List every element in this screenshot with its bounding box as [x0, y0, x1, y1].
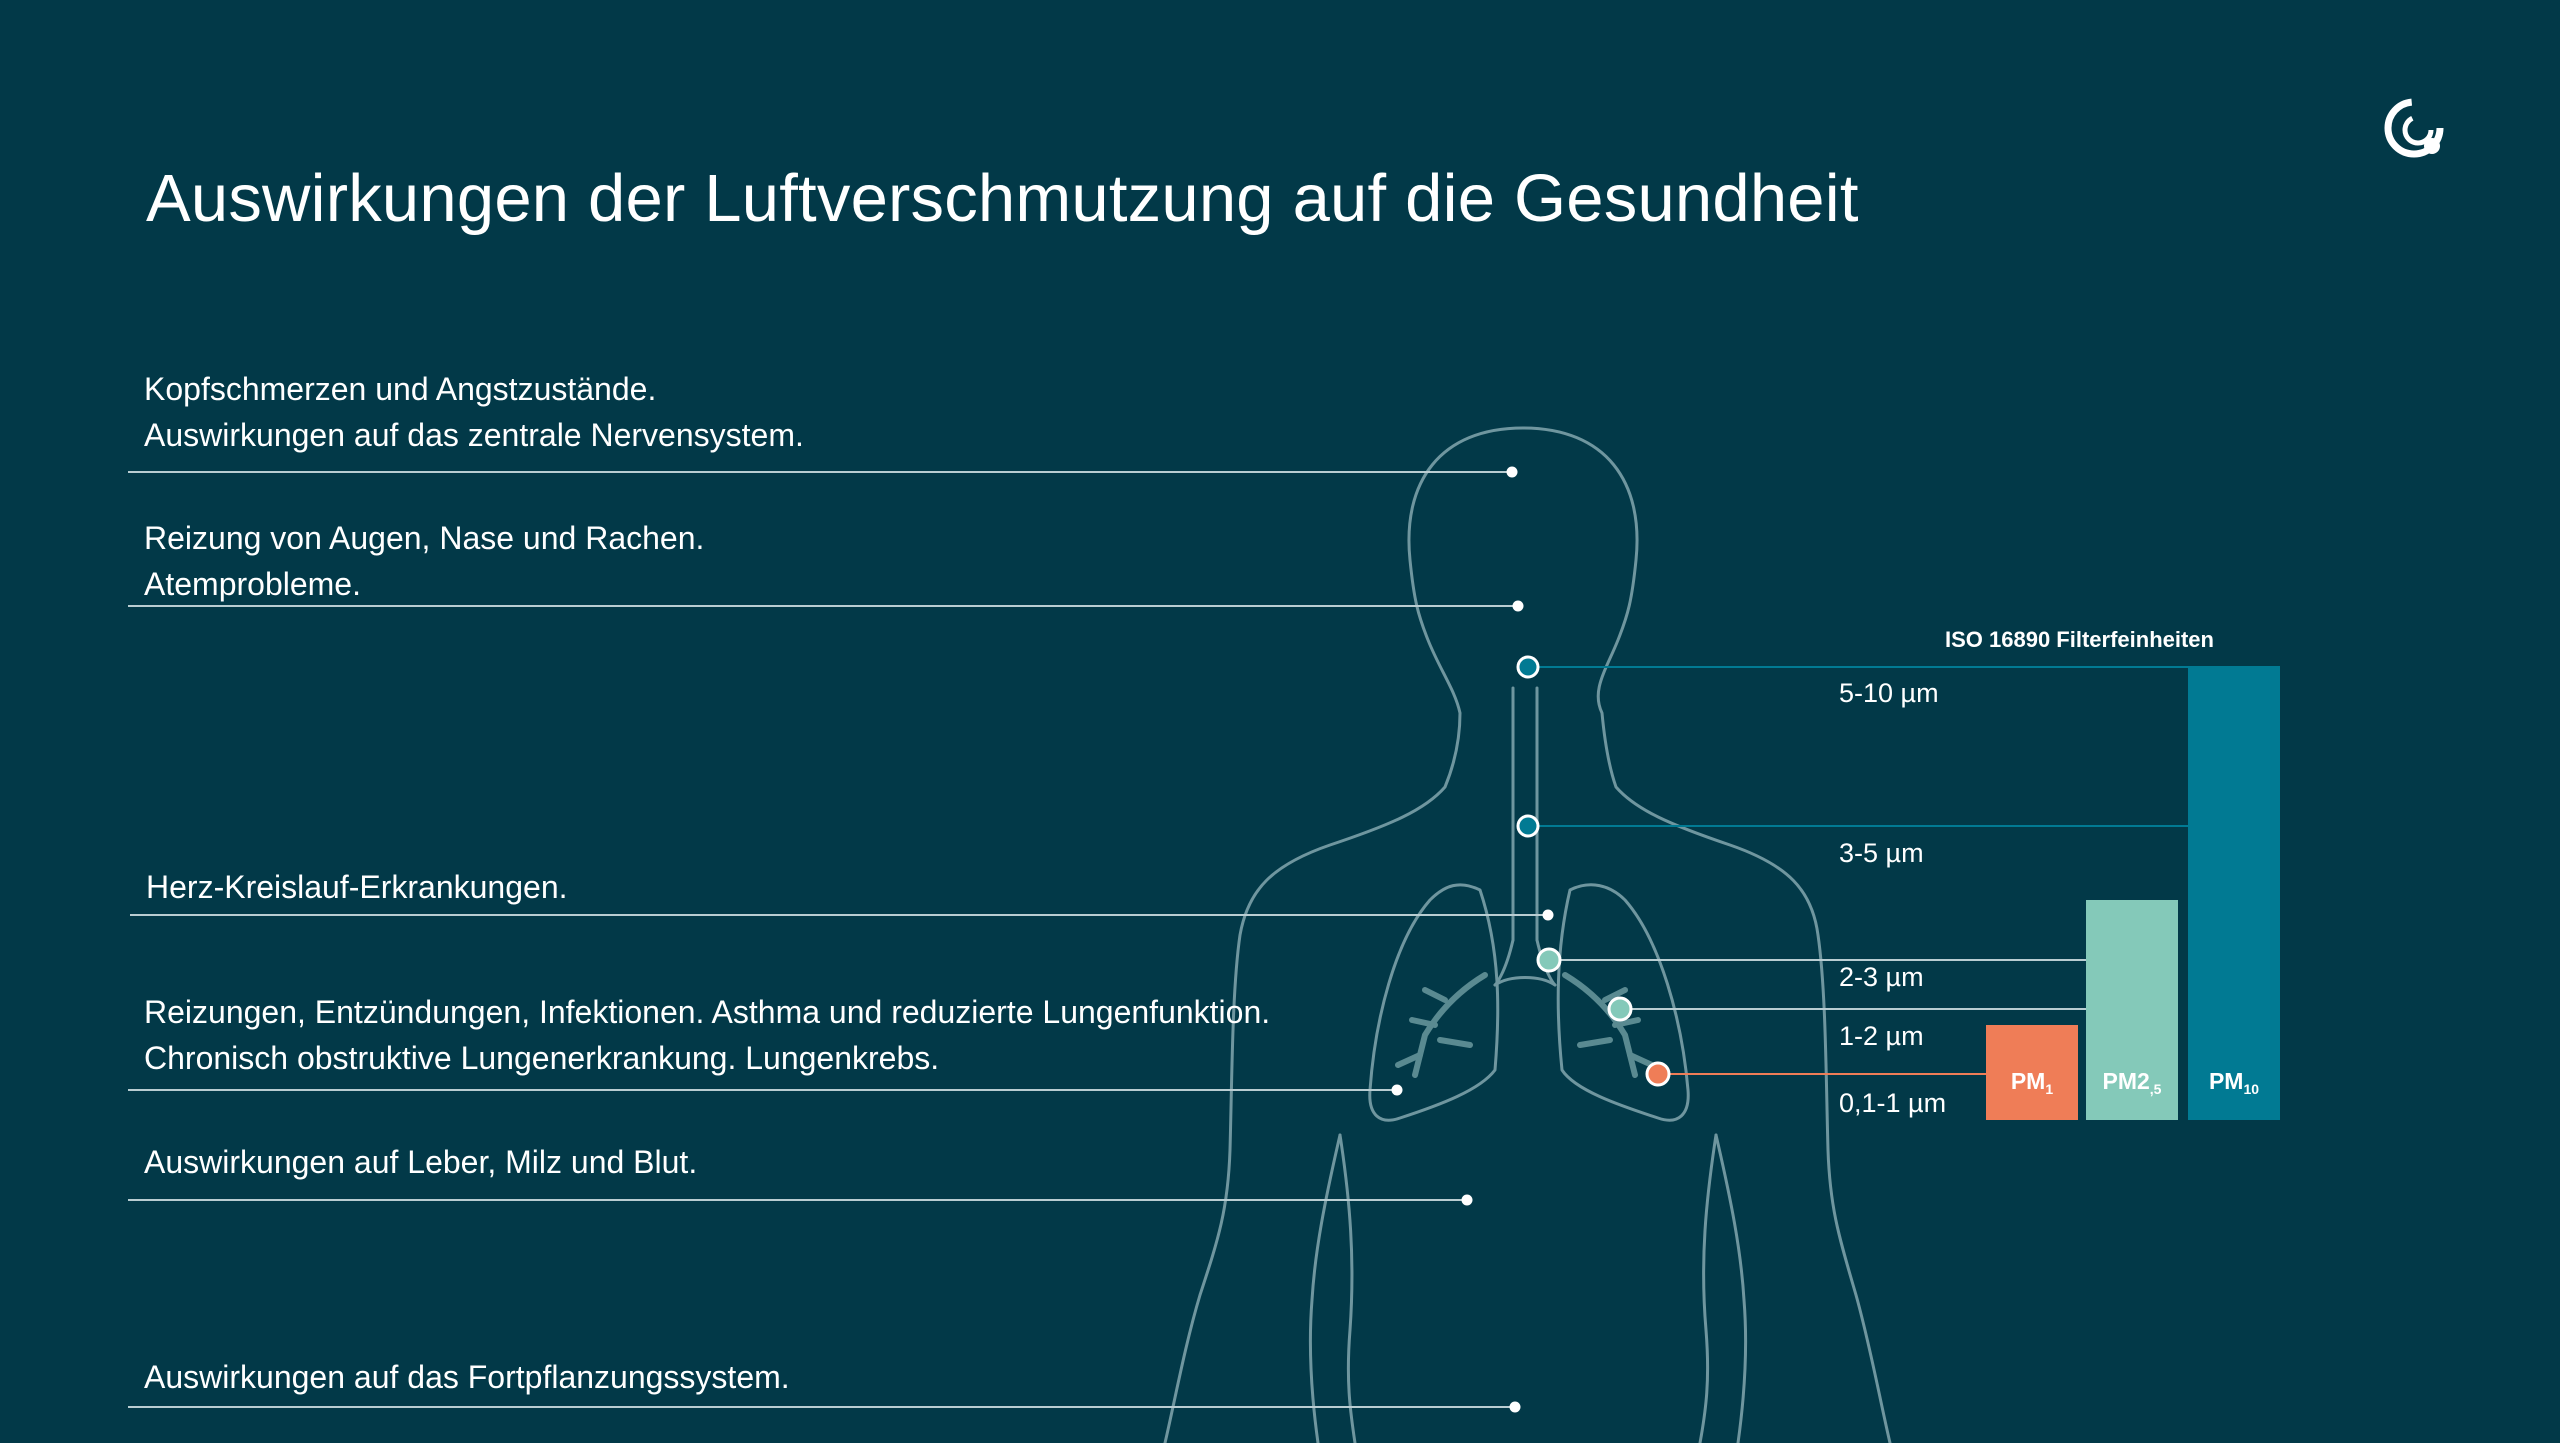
bar-label-sub: 1	[2045, 1081, 2054, 1097]
effect-cardiovascular	[146, 864, 568, 910]
size-range-label: 5-10 µm	[1839, 678, 1939, 708]
bar-label-text: PM	[2010, 1068, 2046, 1094]
bar-label-pm1	[1986, 1068, 2078, 1097]
effect-respiratory-irritation	[144, 515, 704, 607]
bar-label-pm25	[2086, 1068, 2178, 1097]
leader-dot-2	[1513, 601, 1524, 612]
page-title: Auswirkungen der Luftverschmutzung auf die Gesundheit	[146, 161, 1859, 236]
filter-bars	[1986, 667, 2280, 1120]
logo-icon	[2380, 94, 2450, 164]
effect-liver-spleen-blood	[144, 1139, 697, 1185]
leader-dot-6	[1510, 1402, 1521, 1413]
size-range-label: 1-2 µm	[1839, 1021, 1924, 1051]
marker-pm10-lower	[1518, 816, 1538, 836]
size-range-label: 0,1-1 µm	[1839, 1088, 1947, 1118]
human-body-outline	[1165, 428, 1890, 1443]
marker-pm10	[1518, 657, 1538, 677]
marker-pm25	[1538, 949, 1560, 971]
bar-label-text: PM2	[2102, 1068, 2150, 1094]
effect-text-line: Auswirkungen auf Leber, Milz und Blut.	[144, 1144, 698, 1180]
effect-lung-diseases	[144, 989, 1270, 1081]
filter-chart-title: ISO 16890 Filterfeinheiten	[1945, 627, 2214, 652]
bronchi-icon	[1398, 975, 1652, 1075]
bar-label-sub: 10	[2243, 1081, 2260, 1097]
effect-text-line: Chronisch obstruktive Lungenerkrankung. Lungenkrebs.	[144, 1040, 940, 1076]
bar-pm10	[2188, 667, 2280, 1120]
marker-pm1	[1647, 1063, 1669, 1085]
effect-text-line: Atemprobleme.	[144, 566, 361, 602]
bar-label-text: PM	[2208, 1068, 2244, 1094]
effect-text-line: Kopfschmerzen und Angstzustände.	[144, 371, 657, 407]
leader-dot-5	[1462, 1195, 1473, 1206]
effect-nervous-system	[144, 366, 804, 458]
effect-text-line: Reizungen, Entzündungen, Infektionen. Asthma und reduzierte Lungenfunktion.	[144, 994, 1271, 1030]
depth-markers	[1518, 657, 1669, 1085]
leader-dot-4	[1392, 1085, 1403, 1096]
effect-text-line: Reizung von Augen, Nase und Rachen.	[144, 520, 705, 556]
effect-leader-lines	[128, 467, 1554, 1413]
marker-pm25-lower	[1609, 998, 1631, 1020]
effect-reproductive-system	[144, 1354, 790, 1400]
leader-dot-3	[1543, 910, 1554, 921]
effect-text-line: Herz-Kreislauf-Erkrankungen.	[146, 869, 568, 905]
leader-dot-1	[1507, 467, 1518, 478]
size-range-label: 3-5 µm	[1839, 838, 1924, 868]
bar-label-pm10	[2188, 1068, 2280, 1097]
effect-text-line: Auswirkungen auf das zentrale Nervensystem.	[144, 417, 804, 453]
effect-text-line: Auswirkungen auf das Fortpflanzungssystem.	[144, 1359, 790, 1395]
size-range-label: 2-3 µm	[1839, 962, 1924, 992]
bar-label-sub: ,5	[2149, 1081, 2162, 1097]
